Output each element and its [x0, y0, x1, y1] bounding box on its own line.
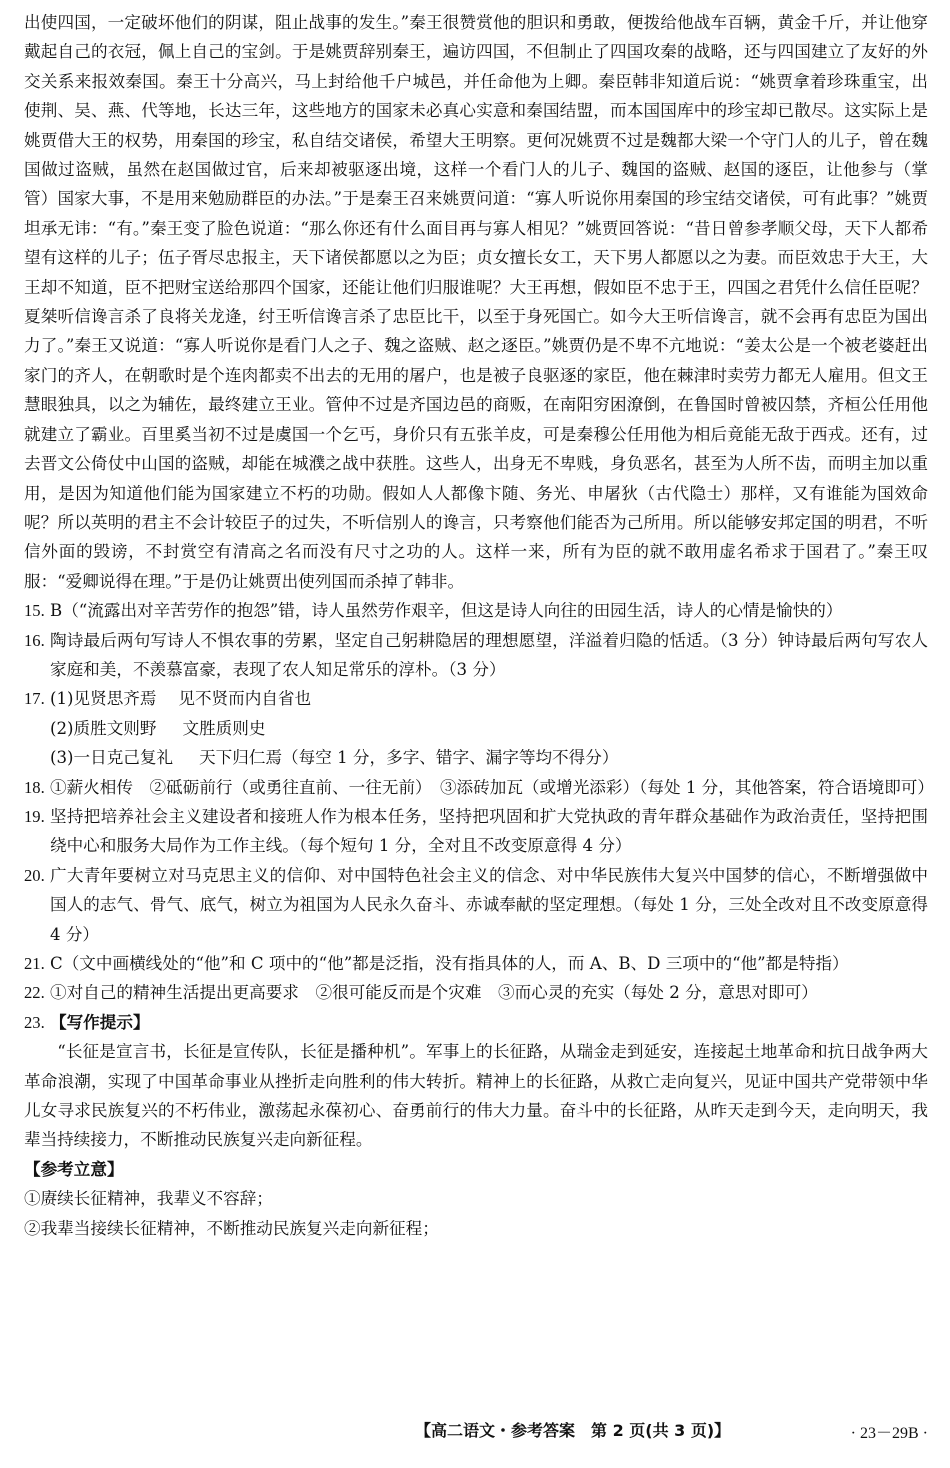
- page-footer: [0, 1418, 950, 1448]
- writing-tips-heading: 【写作提示】: [50, 1012, 150, 1032]
- answer-text: ①对自己的精神生活提出更高要求 ②很可能反而是个灾难 ③而心灵的充实（每处 2 分，意思对即可）: [50, 983, 818, 1003]
- reference-idea-2: ②我辈当接续长征精神，不断推动民族复兴走向新征程；: [24, 1218, 439, 1238]
- answer-19: [24, 802, 928, 861]
- answer-18: [24, 773, 934, 802]
- writing-tips-body: “长征是宣言书，长征是宣传队，长征是播种机”。军事上的长征路，从瑞金走到延安，连接起土地革命和抗日战争两大革命浪潮，实现了中国革命事业从挫折走向胜利的伟大转折。精神上的长征路，从救亡走向复兴，见证中国共产党带领中华儿女寻求民族复兴的不朽伟业，激荡起永葆初心、奋勇前行的伟大力量。奋斗中的长征路，从昨天走到今天，走向明天，我辈当持续接力，不断推动民族复兴走向新征程。: [24, 1042, 928, 1150]
- question-number: 20.: [24, 865, 45, 885]
- answer-text: 广大青年要树立对马克思主义的信仰、对中国特色社会主义的信念、对中华民族伟大复兴中国梦的信心，不断增强做中国人的志气、骨气、底气，树立为祖国为人民永久奋斗、赤诚奉献的坚定理想。（每处 1 分，三处全改对且不改变原意得 4 分）: [50, 865, 928, 944]
- answer-23: [24, 1008, 928, 1037]
- translation-passage: 出使四国，一定破坏他们的阴谋，阻止战事的发生。”秦王很赞赏他的胆识和勇敢，便拨给他战车百辆，黄金千斤，并让他穿戴起自己的衣冠，佩上自己的宝剑。于是姚贾辞别秦王，遍访四国，不但制止了四国攻秦的战略，还与四国建立了友好的外交关系来报效秦国。秦王十分高兴，马上封给他千户城邑，并任命他为上卿。秦臣韩非知道后说：“姚贾拿着珍珠重宝，出使荆、吴、燕、代等地，长达三年，这些地方的国家未必真心实意和秦国结盟，而本国国库中的珍宝却已散尽。这实际上是姚贾借大王的权势，用秦国的珍宝，私自结交诸侯，希望大王明察。更何况姚贾不过是魏都大梁一个守门人的儿子，曾在魏国做过盗贼，虽然在赵国做过官，后来却被驱逐出境，这样一个看门人的儿子、魏国的盗贼、赵国的逐臣，让他参与（掌管）国家大事，不是用来勉励群臣的办法。”于是秦王召来姚贾问道：“寡人听说你用秦国的珍宝结交诸侯，可有此事？”姚贾坦承无讳：“有。”秦王变了脸色说道：“那么你还有什么面目再与寡人相见？”姚贾回答说：“昔日曾参孝顺父母，天下人都希望有这样的儿子；伍子胥尽忠报主，天下诸侯都愿以之为臣；贞女擅长女工，天下男人都愿以之为妻。而臣效忠于大王，大王却不知道，臣不把财宝送给那四个国家，还能让他们归服谁呢？大王再想，假如臣不忠于王，四国之君凭什么信任臣呢？夏桀听信谗言杀了良将关龙逄，纣王听信谗言杀了忠臣比干，以至于身死国亡。如今大王听信谗言，就不会再有忠臣为国出力了。”秦王又说道：“寡人听说你是看门人之子、魏之盗贼、赵之逐臣。”姚贾仍是不卑不亢地说：“姜太公是一个被老婆赶出家门的齐人，在朝歌时是个连肉都卖不出去的无用的屠户，也是被子良驱逐的家臣，他在棘津时卖劳力都无人雇用。但文王慧眼独具，以之为辅佐，最终建立王业。管仲不过是齐国边邑的商贩，在南阳穷困潦倒，在鲁国时曾被囚禁，齐桓公任用他就建立了霸业。百里奚当初不过是虞国一个乞丐，身价只有五张羊皮，可是秦穆公任用他为相后竟能无敌于西戎。还有，过去晋文公倚仗中山国的盗贼，却能在城濮之战中获胜。这些人，出身无不卑贱，身负恶名，甚至为人所不齿，而明主加以重用，是因为知道他们能为国家建立不朽的功勋。假如人人都像卞随、务光、申屠狄（古代隐士）那样，又有谁能为国效命呢？所以英明的君主不会计较臣子的过失，不听信别人的谗言，只考察他们能否为己所用。所以能够安邦定国的明君，不听信外面的毁谤，不封赏空有清高之名而没有尺寸之功的人。这样一来，所有为臣的就不敢用虚名希求于国君了。”秦王叹服：“爱卿说得在理。”于是仍让姚贾出使列国而杀掉了韩非。: [24, 13, 928, 591]
- question-number: 19.: [24, 806, 45, 826]
- answer-text: 陶诗最后两句写诗人不惧农事的劳累，坚定自己躬耕隐居的理想愿望，洋溢着归隐的恬适。（3 分）钟诗最后两句写农人家庭和美，不羡慕富豪，表现了农人知足常乐的淳朴。（3 分）: [50, 630, 928, 679]
- answer-22: [24, 978, 928, 1007]
- answer-text: ①薪火相传 ②砥砺前行（或勇往直前、一往无前） ③添砖加瓦（或增光添彩）（每处 1 分，其他答案，符合语境即可）: [50, 777, 934, 797]
- answer-blank: 文胜质则史: [182, 718, 266, 738]
- reference-ideas-heading: 【参考立意】: [24, 1159, 124, 1179]
- answer-20: [24, 861, 928, 949]
- answer-16: [24, 626, 928, 685]
- answer-17-line-3: [24, 743, 928, 772]
- answer-text: B（“流露出对辛苦劳作的抱怨”错，诗人虽然劳作艰辛，但这是诗人向往的田园生活，诗人的心情是愉快的）: [50, 601, 843, 621]
- answer-blank: 见不贤而内自省也: [178, 689, 312, 709]
- question-number: 16.: [24, 630, 45, 650]
- answer-blank: 天下归仁焉（每空 1 分，多字、错字、漏字等均不得分）: [199, 748, 619, 768]
- answer-sheet: [24, 8, 934, 1243]
- question-number: 17.: [24, 689, 45, 709]
- answer-blank: (3)一日克己复礼: [50, 748, 174, 768]
- answer-text: 坚持把培养社会主义建设者和接班人作为根本任务，坚持把巩固和扩大党执政的青年群众基础作为政治责任，坚持把围绕中心和服务大局作为工作主线。（每个短句 1 分，全对且不改变原意得 4 分）: [50, 806, 928, 856]
- footer-title: 【高二语文・参考答案 第 2 页(共 3 页)】: [415, 1421, 731, 1440]
- answer-blank: (1)见贤思齐焉: [50, 689, 157, 709]
- answer-15: [24, 596, 928, 625]
- question-number: 21.: [24, 954, 45, 973]
- question-number: 18.: [24, 777, 45, 797]
- answer-text: C（文中画横线处的“他”和 C 项中的“他”都是泛指，没有指具体的人，而 A、B、D 三项中的“他”都是特指）: [50, 954, 849, 973]
- answer-17: [24, 684, 928, 713]
- question-number: 23.: [24, 1012, 45, 1032]
- reference-idea-1: ①赓续长征精神，我辈义不容辞；: [24, 1189, 273, 1209]
- footer-code: · 23－29B ·: [850, 1425, 928, 1442]
- answer-17-line-2: [24, 714, 928, 743]
- answer-21: [24, 949, 928, 978]
- question-number: 15.: [24, 601, 45, 621]
- answer-line-1: [50, 684, 928, 713]
- answer-blank: (2)质胜文则野: [50, 718, 157, 738]
- question-number: 22.: [24, 983, 45, 1003]
